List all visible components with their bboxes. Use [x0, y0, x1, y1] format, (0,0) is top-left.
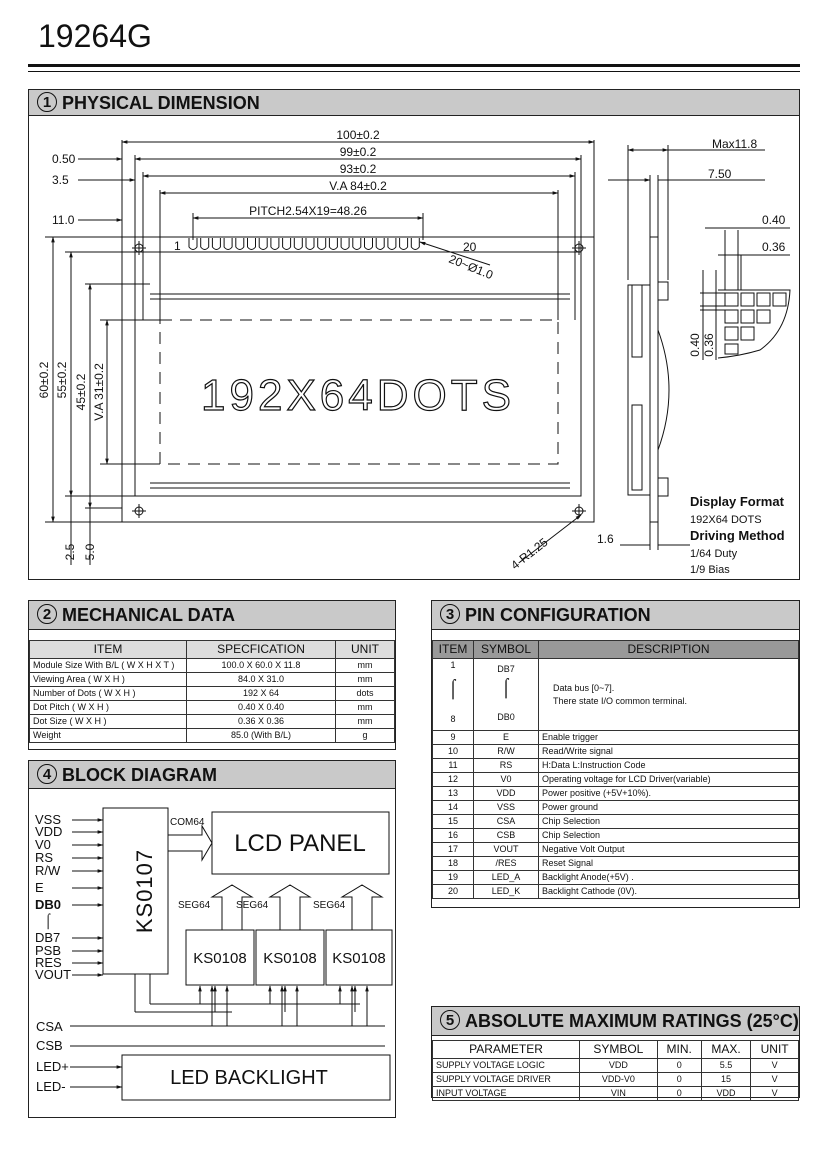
table-cell: V [751, 1087, 799, 1101]
table-cell: mm [336, 673, 395, 687]
connector-pin [388, 238, 396, 250]
section-title: PIN CONFIGURATION [465, 605, 651, 625]
table-row [433, 801, 799, 815]
dim-radius: 4-R1.25 [508, 535, 551, 573]
spacer [432, 630, 799, 640]
table-cell: 192 X 64 [187, 687, 336, 701]
table-cell: 18 [433, 857, 474, 871]
col-item: ITEM [433, 641, 474, 659]
table-cell: Dot Pitch ( W X H ) [30, 701, 187, 715]
dim-height-45: 45±0.2 [74, 373, 88, 411]
table-cell: V [751, 1059, 799, 1073]
connector-pin [400, 238, 408, 250]
table-cell: INPUT VOLTAGE [433, 1087, 580, 1101]
table-row [433, 1087, 799, 1101]
col-symbol: SYMBOL [474, 641, 539, 659]
connector-pin [259, 238, 267, 250]
table-cell: 0 [657, 1073, 701, 1087]
table-row [433, 843, 799, 857]
table-cell: V0 [474, 773, 539, 787]
mounting-hole [572, 504, 586, 518]
connector-pin [201, 238, 209, 250]
table-cell: R/W [474, 745, 539, 759]
driver-label-3: KS0108 [332, 950, 386, 967]
mounting-hole [572, 241, 586, 255]
bus-desc-1: Data bus [0~7]. [553, 682, 615, 693]
table-row [433, 745, 799, 759]
display-format-value: 192X64 DOTS [690, 514, 762, 526]
table-row [433, 773, 799, 787]
table-cell: 11 [433, 759, 474, 773]
table-row [30, 715, 395, 729]
table-cell: Reset Signal [539, 857, 799, 871]
table-cell: 0.40 X 0.40 [187, 701, 336, 715]
table-row [30, 701, 395, 715]
input-label: RES [35, 955, 62, 970]
input-label: DB7 [35, 930, 61, 945]
section-header [29, 761, 395, 789]
connector-pin [271, 238, 279, 250]
dim-pitch: PITCH2.54X19=48.26 [249, 204, 367, 218]
table-cell: 20 [433, 885, 474, 899]
connector-pin [212, 238, 220, 250]
driving-bias: 1/9 Bias [690, 564, 730, 576]
seg-label-2: SEG64 [236, 900, 269, 911]
col-unit: UNIT [751, 1041, 799, 1059]
table-cell: Weight [30, 729, 187, 743]
bus-desc-2: There state I/O common terminal. [553, 695, 688, 706]
mechanical-table [29, 640, 395, 743]
range-icon: ⌠ [44, 912, 53, 928]
table-cell: Number of Dots ( W X H ) [30, 687, 187, 701]
driving-duty: 1/64 Duty [690, 548, 738, 560]
table-cell: VDD [701, 1087, 751, 1101]
dim-width-99: 99±0.2 [339, 145, 377, 159]
csa-label: CSA [36, 1019, 63, 1034]
input-label: V0 [35, 837, 51, 852]
table-cell: V [751, 1073, 799, 1087]
table-cell: 0 [657, 1087, 701, 1101]
section-title: ABSOLUTE MAXIMUM RATINGS (25°C) [465, 1011, 799, 1031]
table-cell: 5.5 [701, 1059, 751, 1073]
connector-pin [365, 238, 373, 250]
pin-1-label: 1 [174, 239, 181, 253]
col-spec: SPECFICATION [187, 641, 336, 659]
document-title: 19264G [38, 18, 152, 54]
input-label: VDD [35, 824, 63, 839]
lcd-panel-label: LCD PANEL [234, 830, 366, 857]
input-label: R/W [35, 863, 61, 878]
table-cell: mm [336, 701, 395, 715]
table-cell: Dot Size ( W X H ) [30, 715, 187, 729]
dim-height-60: 60±0.2 [37, 361, 51, 399]
section-title: BLOCK DIAGRAM [62, 765, 217, 785]
section-title: MECHANICAL DATA [62, 605, 235, 625]
table-cell: CSB [474, 829, 539, 843]
input-label: DB0 [35, 897, 62, 912]
col-parameter: PARAMETER [433, 1041, 580, 1059]
mechanical-data-section [28, 600, 396, 750]
dim-viewing-width: V.A 84±0.2 [329, 179, 387, 193]
title-rule [28, 64, 800, 67]
connector-pin [353, 238, 361, 250]
table-cell: 14 [433, 801, 474, 815]
bus-item-bottom: 8 [450, 714, 456, 724]
section-title: PHYSICAL DIMENSION [62, 93, 260, 113]
driver-label-1: KS0108 [193, 950, 247, 967]
table-cell: SUPPLY VOLTAGE DRIVER [433, 1073, 580, 1087]
table-cell: Enable trigger [539, 731, 799, 745]
section-number: 1 [37, 92, 57, 112]
bus-symbol-top: DB7 [497, 664, 515, 674]
mounting-hole [132, 504, 146, 518]
section-number: 5 [440, 1010, 460, 1030]
driving-method-label: Driving Method [690, 528, 785, 543]
table-cell: Module Size With B/L ( W X H X T ) [30, 659, 187, 673]
dim-3-5: 3.5 [52, 173, 69, 187]
table-cell: Chip Selection [539, 829, 799, 843]
table-cell: E [474, 731, 539, 745]
dim-1-6: 1.6 [597, 532, 614, 546]
table-cell: 13 [433, 787, 474, 801]
table-row [433, 759, 799, 773]
table-cell: 17 [433, 843, 474, 857]
table-cell: VIN [580, 1087, 658, 1101]
table-cell: g [336, 729, 395, 743]
led-minus-label: LED- [36, 1079, 66, 1094]
connector-pin [224, 238, 232, 250]
table-cell: CSA [474, 815, 539, 829]
connector-pin [306, 238, 314, 250]
connector-pin [329, 238, 337, 250]
table-row [433, 857, 799, 871]
range-icon: ⌠ [447, 678, 459, 698]
dim-0-50: 0.50 [52, 152, 76, 166]
table-row [30, 659, 395, 673]
table-row [433, 829, 799, 843]
input-label: E [35, 880, 44, 895]
table-cell: 19 [433, 871, 474, 885]
pin-configuration-section [431, 600, 800, 908]
table-cell: LED_A [474, 871, 539, 885]
connector-pin [283, 238, 291, 250]
bus-symbol-bottom: DB0 [497, 712, 515, 722]
table-cell: Operating voltage for LCD Driver(variable) [539, 773, 799, 787]
mounting-hole [132, 241, 146, 255]
dim-dot-size: 0.36 [762, 240, 786, 254]
table-row [433, 885, 799, 899]
table-cell: 85.0 (With B/L) [187, 729, 336, 743]
dim-dot-size-v: 0.36 [702, 333, 716, 357]
led-plus-label: LED+ [36, 1059, 69, 1074]
section-header [432, 1007, 799, 1036]
col-unit: UNIT [336, 641, 395, 659]
com-label: COM64 [170, 817, 205, 828]
dim-width-100: 100±0.2 [336, 128, 380, 142]
table-cell: SUPPLY VOLTAGE LOGIC [433, 1059, 580, 1073]
input-label: RS [35, 850, 54, 865]
pin-table [432, 640, 799, 899]
connector-pin [294, 238, 302, 250]
dim-11-0: 11.0 [52, 213, 75, 227]
table-cell: Viewing Area ( W X H ) [30, 673, 187, 687]
ratings-section [431, 1006, 800, 1098]
section-number: 2 [37, 604, 57, 624]
table-cell: LED_K [474, 885, 539, 899]
table-cell: VSS [474, 801, 539, 815]
table-row [433, 815, 799, 829]
table-cell: Read/Write signal [539, 745, 799, 759]
driver-arrows [200, 986, 367, 1026]
connector-pin [341, 238, 349, 250]
controller-label: KS0107 [132, 848, 157, 934]
dim-2-5: 2.5 [63, 543, 77, 561]
table-cell: 12 [433, 773, 474, 787]
table-cell: /RES [474, 857, 539, 871]
connector-pin [236, 238, 244, 250]
screen-dots-text: 192X64DOTS [201, 371, 515, 420]
bus-item-top: 1 [450, 660, 456, 670]
table-cell: 0 [657, 1059, 701, 1073]
table-row [433, 659, 799, 731]
table-cell: mm [336, 659, 395, 673]
table-cell: 16 [433, 829, 474, 843]
input-arrows [72, 820, 103, 975]
table-row [433, 1059, 799, 1073]
dim-5-0: 5.0 [83, 543, 97, 561]
dim-width-93: 93±0.2 [339, 162, 377, 176]
connector-pin [318, 238, 326, 250]
table-row [433, 871, 799, 885]
pin-20-label: 20 [463, 240, 477, 254]
table-cell: 100.0 X 60.0 X 11.8 [187, 659, 336, 673]
col-symbol: SYMBOL [580, 1041, 658, 1059]
driver-label-2: KS0108 [263, 950, 317, 967]
connector-pin [376, 238, 384, 250]
table-cell: RS [474, 759, 539, 773]
input-label: VOUT [35, 967, 72, 982]
dim-max-thickness: Max11.8 [712, 137, 758, 151]
table-cell: Power positive (+5V+10%). [539, 787, 799, 801]
dim-dot-pitch: 0.40 [762, 213, 786, 227]
connector-pin [411, 238, 419, 250]
pin-row [189, 238, 419, 250]
col-max: MAX. [701, 1041, 751, 1059]
spacer [29, 630, 395, 640]
section-number: 4 [37, 764, 57, 784]
side-pcb [650, 237, 658, 522]
section-number: 3 [440, 604, 460, 624]
table-row [30, 673, 395, 687]
dimension-drawing [28, 115, 800, 580]
table-cell: mm [336, 715, 395, 729]
input-label: VSS [35, 812, 62, 827]
connector-pin [248, 238, 256, 250]
table-cell: 15 [433, 815, 474, 829]
col-min: MIN. [657, 1041, 701, 1059]
table-cell: 15 [701, 1073, 751, 1087]
display-format-label: Display Format [690, 494, 784, 509]
table-cell: 0.36 X 0.36 [187, 715, 336, 729]
backlight-label: LED BACKLIGHT [170, 1067, 328, 1089]
table-cell: Backlight Cathode (0V). [539, 885, 799, 899]
table-cell: VDD [474, 787, 539, 801]
table-cell: 9 [433, 731, 474, 745]
ratings-table [432, 1040, 799, 1101]
table-cell: Chip Selection [539, 815, 799, 829]
section-header [432, 601, 799, 630]
table-row [433, 1073, 799, 1087]
table-cell: VDD-V0 [580, 1073, 658, 1087]
table-row [30, 729, 395, 743]
table-cell: 84.0 X 31.0 [187, 673, 336, 687]
title-rule-thin [28, 71, 800, 72]
range-icon: ⌠ [500, 677, 512, 697]
table-cell: VDD [580, 1059, 658, 1073]
section-header [29, 601, 395, 630]
table-cell: VOUT [474, 843, 539, 857]
csb-label: CSB [36, 1038, 63, 1053]
table-cell: 10 [433, 745, 474, 759]
table-cell: dots [336, 687, 395, 701]
table-row [433, 787, 799, 801]
com-arrow [168, 826, 212, 860]
dim-7-50: 7.50 [708, 167, 732, 181]
table-cell: Negative Volt Output [539, 843, 799, 857]
dim-holes: 20~Ø1.0 [446, 251, 496, 283]
dim-dot-pitch-v: 0.40 [688, 333, 702, 357]
table-row [30, 687, 395, 701]
input-label: PSB [35, 943, 62, 958]
dim-viewing-height: V.A 31±0.2 [92, 363, 106, 421]
seg-label-3: SEG64 [313, 900, 346, 911]
dim-height-55: 55±0.2 [55, 361, 69, 399]
table-cell: H:Data L:Instruction Code [539, 759, 799, 773]
block-diagram [28, 788, 396, 1118]
table-cell: Backlight Anode(+5V) . [539, 871, 799, 885]
table-cell: Power ground [539, 801, 799, 815]
section-header [29, 90, 799, 116]
col-item: ITEM [30, 641, 187, 659]
seg-label-1: SEG64 [178, 900, 211, 911]
table-row [433, 731, 799, 745]
col-description: DESCRIPTION [539, 641, 799, 659]
